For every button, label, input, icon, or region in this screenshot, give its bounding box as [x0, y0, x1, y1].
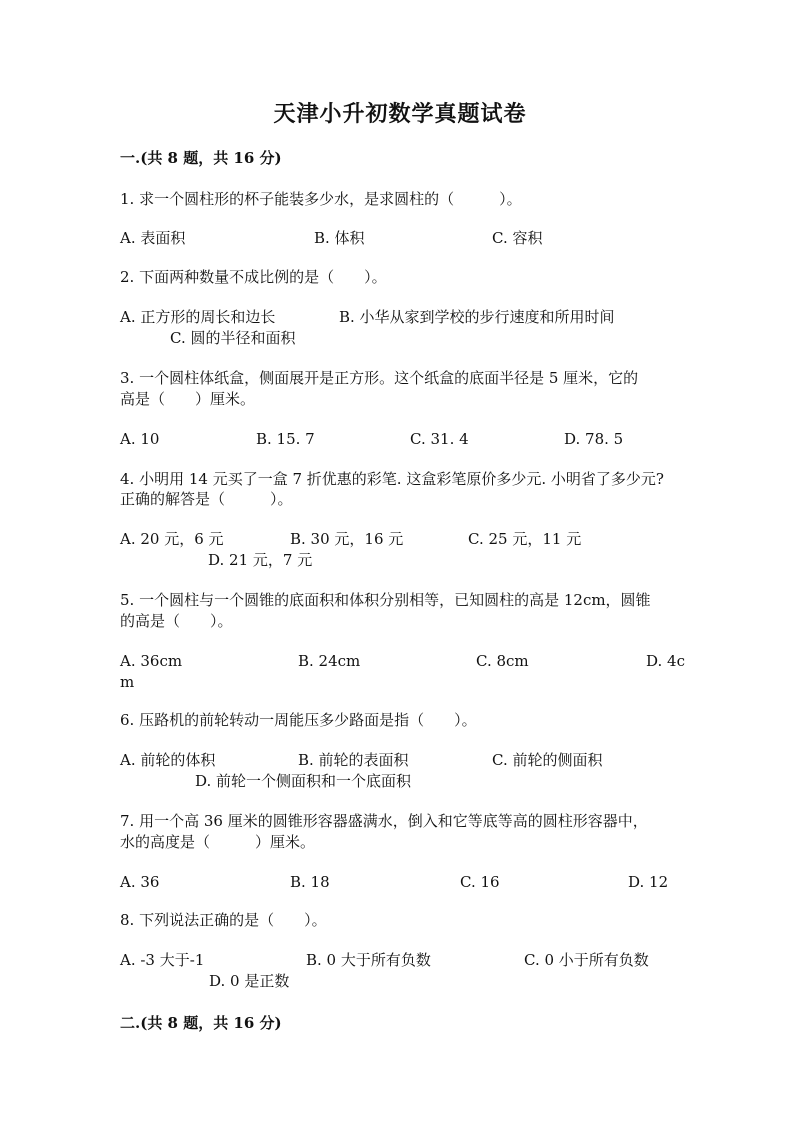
question-3-option-d: D. 78. 5 — [564, 430, 624, 448]
section-heading-1: 一.(共 8 题，共 16 分) — [120, 149, 282, 167]
question-6-option-c: C. 前轮的侧面积 — [492, 751, 603, 769]
question-6-stem: 6. 压路机的前轮转动一周能压多少路面是指（ ）。 — [120, 711, 477, 729]
question-1-option-c: C. 容积 — [492, 229, 543, 247]
question-4-option-b: B. 30 元，16 元 — [290, 530, 404, 548]
question-2-option-b: B. 小华从家到学校的步行速度和所用时间 — [339, 308, 615, 326]
question-5-option-d-part-2: m — [120, 673, 135, 691]
question-8-option-c: C. 0 小于所有负数 — [524, 951, 649, 969]
question-8-stem: 8. 下列说法正确的是（ ）。 — [120, 911, 327, 929]
question-1-stem: 1. 求一个圆柱形的杯子能装多少水，是求圆柱的（ ）。 — [120, 190, 522, 208]
question-8-option-b: B. 0 大于所有负数 — [306, 951, 431, 969]
question-3-option-c: C. 31. 4 — [410, 430, 469, 448]
question-8-option-d: D. 0 是正数 — [209, 972, 290, 990]
question-6-option-d: D. 前轮一个侧面积和一个底面积 — [195, 772, 412, 790]
section-heading-2: 二.(共 8 题，共 16 分) — [120, 1014, 282, 1032]
question-6-option-b: B. 前轮的表面积 — [298, 751, 409, 769]
question-5-option-b: B. 24cm — [298, 652, 361, 670]
question-7-option-b: B. 18 — [290, 873, 330, 891]
question-6-option-a: A. 前轮的体积 — [120, 751, 216, 769]
question-5-stem-line-1: 5. 一个圆柱与一个圆锥的底面积和体积分别相等，已知圆柱的高是 12cm，圆锥 — [120, 591, 651, 609]
question-7-option-c: C. 16 — [460, 873, 500, 891]
question-2-option-c: C. 圆的半径和面积 — [170, 329, 296, 347]
question-3-option-b: B. 15. 7 — [256, 430, 315, 448]
question-7-option-a: A. 36 — [120, 873, 160, 891]
question-5-option-a: A. 36cm — [120, 652, 183, 670]
question-7-stem-line-1: 7. 用一个高 36 厘米的圆锥形容器盛满水，倒入和它等底等高的圆柱形容器中， — [120, 812, 648, 830]
question-7-option-d: D. 12 — [628, 873, 669, 891]
question-4-option-c: C. 25 元，11 元 — [468, 530, 582, 548]
question-1-option-b: B. 体积 — [314, 229, 365, 247]
question-2-option-a: A. 正方形的周长和边长 — [120, 308, 276, 326]
question-4-option-a: A. 20 元，6 元 — [120, 530, 224, 548]
question-3-stem-line-2: 高是（ ）厘米。 — [120, 390, 256, 408]
question-8-option-a: A. -3 大于-1 — [120, 951, 205, 969]
question-3-stem-line-1: 3. 一个圆柱体纸盒，侧面展开是正方形。这个纸盒的底面半径是 5 厘米，它的 — [120, 369, 639, 387]
question-4-stem-line-2: 正确的解答是（ ）。 — [120, 490, 293, 508]
question-1-option-a: A. 表面积 — [120, 229, 186, 247]
question-7-stem-line-2: 水的高度是（ ）厘米。 — [120, 833, 316, 851]
question-3-option-a: A. 10 — [120, 430, 160, 448]
question-5-option-d-part-1: D. 4c — [646, 652, 685, 670]
page-title: 天津小升初数学真题试卷 — [273, 101, 527, 127]
question-2-stem: 2. 下面两种数量不成比例的是（ ）。 — [120, 268, 387, 286]
question-4-stem-line-1: 4. 小明用 14 元买了一盒 7 折优惠的彩笔. 这盒彩笔原价多少元. 小明省了多少元? — [120, 470, 664, 488]
question-5-stem-line-2: 的高是（ ）。 — [120, 612, 233, 630]
question-4-option-d: D. 21 元，7 元 — [208, 551, 313, 569]
question-5-option-c: C. 8cm — [476, 652, 529, 670]
